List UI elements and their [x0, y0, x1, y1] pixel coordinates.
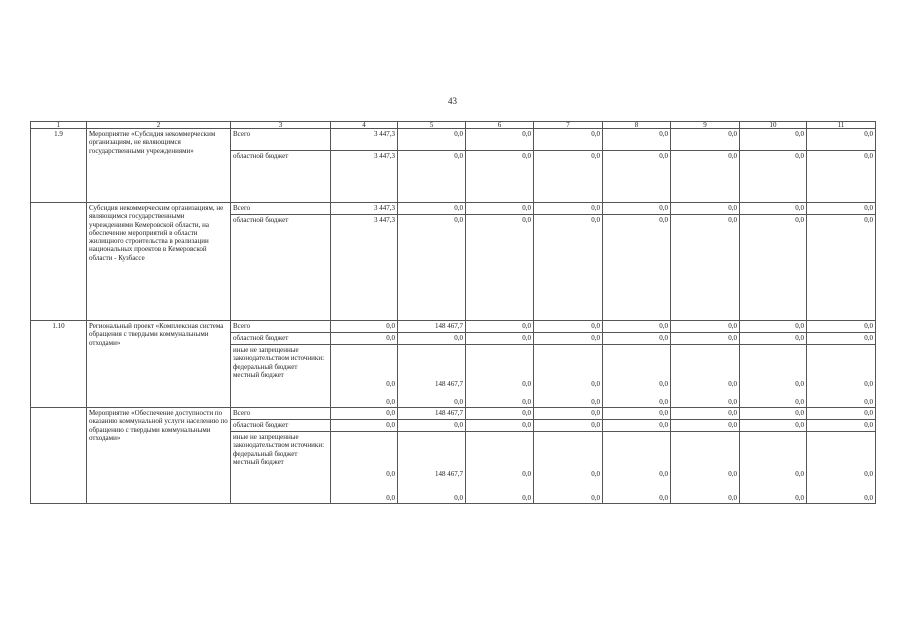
cell-value: 0,0	[398, 203, 466, 215]
cell-value: 0,0	[534, 321, 603, 333]
cell-value-pair	[534, 345, 603, 408]
cell-value: 0,0	[671, 333, 740, 345]
cell-value: 148 467,7	[435, 470, 463, 479]
cell-value: 0,0	[603, 408, 671, 420]
cell-value: 0,0	[534, 203, 603, 215]
cell-value: 0,0	[454, 493, 463, 502]
column-header: 11	[807, 122, 876, 129]
row-label: областной бюджет	[231, 333, 331, 345]
cell-value: 0,0	[466, 420, 534, 432]
column-header: 1	[31, 122, 87, 129]
section-number	[31, 408, 87, 504]
cell-value: 0,0	[807, 321, 876, 333]
cell-value: 0,0	[398, 151, 466, 203]
column-header: 5	[398, 122, 466, 129]
cell-value: 0,0	[522, 470, 531, 479]
cell-value: 0,0	[728, 470, 737, 479]
row-label-group	[231, 432, 331, 504]
cell-value: 0,0	[603, 420, 671, 432]
budget-table	[30, 121, 876, 504]
cell-value: 0,0	[864, 470, 873, 479]
cell-value: 0,0	[466, 215, 534, 321]
cell-value: 0,0	[603, 333, 671, 345]
cell-value: 0,0	[795, 380, 804, 389]
cell-value: 0,0	[807, 151, 876, 203]
row-label: иные не запрещенные законодательством источники:	[233, 433, 325, 450]
cell-value: 0,0	[728, 493, 737, 502]
cell-value: 0,0	[740, 321, 807, 333]
section-number: 1.9	[31, 129, 87, 203]
table-row	[31, 321, 876, 333]
table-row	[31, 203, 876, 215]
cell-value: 0,0	[398, 129, 466, 151]
cell-value: 0,0	[807, 333, 876, 345]
cell-value: 0,0	[740, 151, 807, 203]
cell-value: 0,0	[864, 493, 873, 502]
cell-value: 0,0	[591, 397, 600, 406]
cell-value: 3 447,3	[331, 215, 398, 321]
cell-value: 0,0	[534, 408, 603, 420]
cell-value: 0,0	[534, 129, 603, 151]
table-header-row	[31, 122, 876, 129]
cell-value: 0,0	[659, 493, 668, 502]
row-label: областной бюджет	[231, 420, 331, 432]
cell-value-pair	[331, 345, 398, 408]
table-row	[31, 129, 876, 151]
cell-value: 0,0	[398, 215, 466, 321]
cell-value: 0,0	[671, 203, 740, 215]
cell-value: 0,0	[603, 321, 671, 333]
cell-value: 0,0	[534, 151, 603, 203]
cell-value: 0,0	[466, 151, 534, 203]
column-header: 4	[331, 122, 398, 129]
cell-value: 0,0	[795, 493, 804, 502]
column-header: 6	[466, 122, 534, 129]
cell-value: 0,0	[659, 470, 668, 479]
cell-value: 0,0	[603, 203, 671, 215]
cell-value: 0,0	[386, 493, 395, 502]
row-label: местный бюджет	[233, 457, 284, 466]
cell-value: 0,0	[603, 151, 671, 203]
cell-value: 0,0	[534, 333, 603, 345]
cell-value: 0,0	[466, 321, 534, 333]
cell-value: 0,0	[331, 420, 398, 432]
cell-value: 0,0	[864, 380, 873, 389]
row-label: Всего	[231, 129, 331, 151]
row-label: иные не запрещенные законодательством источники:	[233, 346, 325, 363]
row-label: областной бюджет	[231, 151, 331, 203]
column-header: 9	[671, 122, 740, 129]
cell-value: 0,0	[740, 203, 807, 215]
cell-value-pair	[740, 432, 807, 504]
section-name: Мероприятие «Обеспечение доступности по оказанию коммунальной услуги населению по обращению с твердыми коммунальными отходами»	[87, 408, 231, 504]
cell-value: 0,0	[740, 420, 807, 432]
row-label-group	[231, 345, 331, 408]
cell-value: 0,0	[331, 321, 398, 333]
cell-value: 0,0	[386, 397, 395, 406]
cell-value: 0,0	[795, 470, 804, 479]
cell-value: 0,0	[591, 470, 600, 479]
cell-value-pair	[807, 432, 876, 504]
cell-value: 0,0	[466, 203, 534, 215]
cell-value: 0,0	[591, 493, 600, 502]
cell-value: 0,0	[671, 408, 740, 420]
cell-value: 0,0	[331, 408, 398, 420]
cell-value: 0,0	[807, 408, 876, 420]
cell-value-pair	[534, 432, 603, 504]
cell-value-pair	[671, 345, 740, 408]
cell-value: 0,0	[398, 420, 466, 432]
cell-value: 0,0	[671, 215, 740, 321]
cell-value-pair	[603, 345, 671, 408]
page-number: 43	[448, 96, 457, 106]
cell-value: 0,0	[534, 215, 603, 321]
cell-value: 0,0	[386, 380, 395, 389]
row-label: Всего	[231, 408, 331, 420]
row-label: областной бюджет	[231, 215, 331, 321]
cell-value-pair	[398, 345, 466, 408]
row-label: Всего	[231, 321, 331, 333]
cell-value: 0,0	[331, 333, 398, 345]
cell-value: 0,0	[534, 420, 603, 432]
cell-value: 0,0	[671, 420, 740, 432]
cell-value: 148 467,7	[398, 408, 466, 420]
row-label: федеральный бюджет	[233, 362, 298, 371]
cell-value: 0,0	[591, 380, 600, 389]
cell-value: 0,0	[522, 397, 531, 406]
section-name: Мероприятие «Субсидия некоммерческим организациям, не являющимся государственными учреждениями»	[87, 129, 231, 203]
cell-value: 0,0	[740, 129, 807, 151]
row-label: местный бюджет	[233, 370, 284, 379]
cell-value-pair	[331, 432, 398, 504]
cell-value: 148 467,7	[435, 380, 463, 389]
table-row	[31, 408, 876, 420]
row-label: федеральный бюджет	[233, 449, 298, 458]
cell-value: 0,0	[466, 333, 534, 345]
cell-value: 0,0	[671, 321, 740, 333]
cell-value: 0,0	[728, 380, 737, 389]
cell-value-pair	[807, 345, 876, 408]
cell-value: 0,0	[522, 380, 531, 389]
cell-value: 0,0	[807, 420, 876, 432]
cell-value: 0,0	[603, 215, 671, 321]
cell-value: 0,0	[603, 129, 671, 151]
section-number: 1.10	[31, 321, 87, 408]
cell-value: 0,0	[807, 203, 876, 215]
cell-value-pair	[671, 432, 740, 504]
cell-value: 3 447,3	[331, 203, 398, 215]
cell-value: 0,0	[454, 397, 463, 406]
cell-value: 0,0	[864, 397, 873, 406]
column-header: 8	[603, 122, 671, 129]
cell-value-pair	[398, 432, 466, 504]
cell-value: 0,0	[740, 215, 807, 321]
cell-value: 0,0	[671, 151, 740, 203]
cell-value: 0,0	[659, 397, 668, 406]
cell-value: 0,0	[740, 333, 807, 345]
cell-value: 0,0	[386, 470, 395, 479]
cell-value-pair	[740, 345, 807, 408]
cell-value: 0,0	[807, 129, 876, 151]
cell-value-pair	[603, 432, 671, 504]
section-name: Субсидия некоммерческим организациям, не являющимся государственными учреждениями Кемеровской области, на обеспечение мероприятий в области жилищного строительства в реализации национальных проектов в Кемеровской области - Кузбассе	[87, 203, 231, 321]
cell-value: 0,0	[466, 408, 534, 420]
cell-value: 3 447,3	[331, 129, 398, 151]
cell-value: 0,0	[728, 397, 737, 406]
cell-value: 0,0	[795, 397, 804, 406]
cell-value: 0,0	[807, 215, 876, 321]
cell-value: 0,0	[659, 380, 668, 389]
cell-value: 0,0	[522, 493, 531, 502]
column-header: 10	[740, 122, 807, 129]
section-name: Региональный проект «Комплексная система обращения с твердыми коммунальными отходами»	[87, 321, 231, 408]
column-header: 2	[87, 122, 231, 129]
cell-value: 0,0	[466, 129, 534, 151]
section-number	[31, 203, 87, 321]
cell-value: 148 467,7	[398, 321, 466, 333]
cell-value: 0,0	[671, 129, 740, 151]
column-header: 7	[534, 122, 603, 129]
cell-value: 0,0	[398, 333, 466, 345]
cell-value: 0,0	[740, 408, 807, 420]
cell-value-pair	[466, 432, 534, 504]
cell-value: 3 447,3	[331, 151, 398, 203]
column-header: 3	[231, 122, 331, 129]
row-label: Всего	[231, 203, 331, 215]
cell-value-pair	[466, 345, 534, 408]
